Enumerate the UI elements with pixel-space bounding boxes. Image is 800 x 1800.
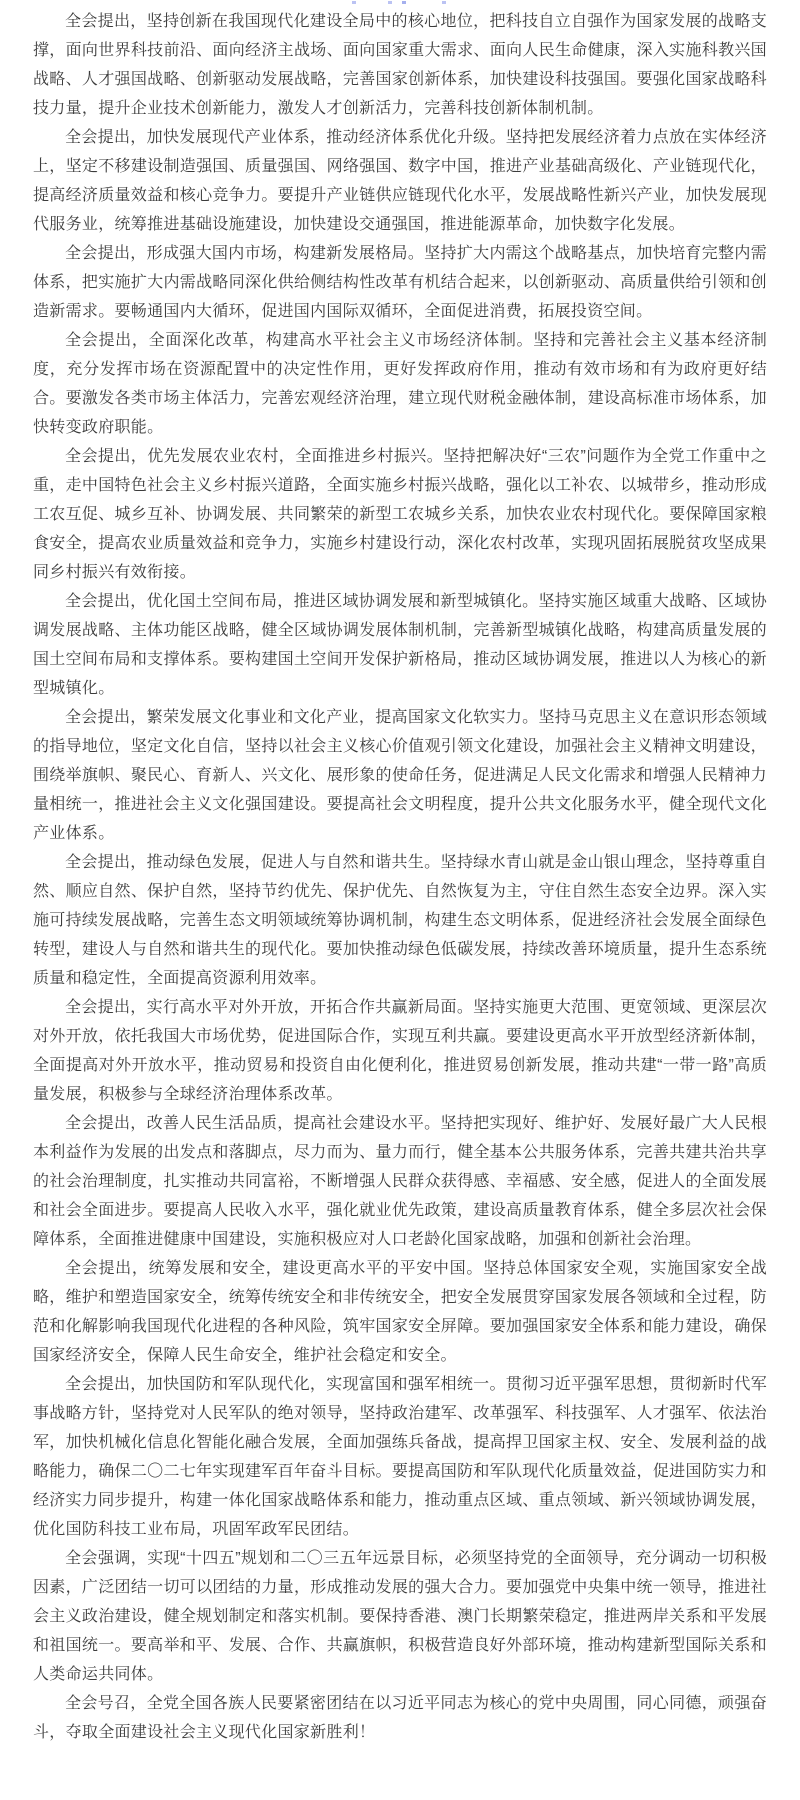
- paragraph-call-to-action: 全会号召，全党全国各族人民要紧密团结在以习近平同志为核心的党中央周围，同心同德，顽强奋斗，夺取全面建设社会主义现代化国家新胜利！: [33, 1695, 767, 1741]
- paragraph-security: 全会提出，统筹发展和安全，建设更高水平的平安中国。坚持总体国家安全观，实施国家安全战略，维护和塑造国家安全，统筹传统安全和非传统安全，把安全发展贯穿国家发展各领域和全过程，防范和化解影响我国现代化进程的各种风险，筑牢国家安全屏障。要加强国家安全体系和能力建设，确保国家经济安全，保障人民生命安全，维护社会稳定和安全。: [33, 1260, 767, 1364]
- paragraph-innovation: 全会提出，坚持创新在我国现代化建设全局中的核心地位，把科技自立自强作为国家发展的战略支撑，面向世界科技前沿、面向经济主战场、面向国家重大需求、面向人民生命健康，深入实施科教兴国战略、人才强国战略、创新驱动发展战略，完善国家创新体系，加快建设科技强国。要强化国家战略科技力量，提升企业技术创新能力，激发人才创新活力，完善科技创新体制机制。: [33, 13, 767, 117]
- paragraph-territorial-layout: 全会提出，优化国土空间布局，推进区域协调发展和新型城镇化。坚持实施区域重大战略、区域协调发展战略、主体功能区战略，健全区域协调发展体制机制，完善新型城镇化战略，构建高质量发展的国土空间布局和支撑体系。要构建国土空间开发保护新格局，推动区域协调发展，推进以人为核心的新型城镇化。: [33, 593, 767, 697]
- paragraph-opening-up: 全会提出，实行高水平对外开放，开拓合作共赢新局面。坚持实施更大范围、更宽领域、更深层次对外开放，依托我国大市场优势，促进国际合作，实现互利共赢。要建设更高水平开放型经济新体制，全面提高对外开放水平，推动贸易和投资自由化便利化，推进贸易创新发展，推动共建“一带一路”高质量发展，积极参与全球经济治理体系改革。: [33, 999, 767, 1103]
- paragraph-party-leadership: 全会强调，实现“十四五”规划和二〇三五年远景目标，必须坚持党的全面领导，充分调动一切积极因素，广泛团结一切可以团结的力量，形成推动发展的强大合力。要加强党中央集中统一领导，推进社会主义政治建设，健全规划制定和落实机制。要保持香港、澳门长期繁荣稳定，推进两岸关系和平发展和祖国统一。要高举和平、发展、合作、共赢旗帜，积极营造良好外部环境，推动构建新型国际关系和人类命运共同体。: [33, 1550, 767, 1683]
- paragraph-rural-revitalization: 全会提出，优先发展农业农村，全面推进乡村振兴。坚持把解决好“三农”问题作为全党工作重中之重，走中国特色社会主义乡村振兴道路，全面实施乡村振兴战略，强化以工补农、以城带乡，推动形成工农互促、城乡互补、协调发展、共同繁荣的新型工农城乡关系，加快农业农村现代化。要保障国家粮食安全，提高农业质量效益和竞争力，实施乡村建设行动，深化农村改革，实现巩固拓展脱贫攻坚成果同乡村振兴有效衔接。: [33, 448, 767, 581]
- paragraph-livelihood: 全会提出，改善人民生活品质，提高社会建设水平。坚持把实现好、维护好、发展好最广大人民根本利益作为发展的出发点和落脚点，尽力而为、量力而行，健全基本公共服务体系，完善共建共治共享的社会治理制度，扎实推动共同富裕，不断增强人民群众获得感、幸福感、安全感，促进人的全面发展和社会全面进步。要提高人民收入水平，强化就业优先政策，建设高质量教育体系，健全多层次社会保障体系，全面推进健康中国建设，实施积极应对人口老龄化国家战略，加强和创新社会治理。: [33, 1115, 767, 1248]
- paragraph-green-development: 全会提出，推动绿色发展，促进人与自然和谐共生。坚持绿水青山就是金山银山理念，坚持尊重自然、顺应自然、保护自然，坚持节约优先、保护优先、自然恢复为主，守住自然生态安全边界。深入实施可持续发展战略，完善生态文明领域统筹协调机制，构建生态文明体系，促进经济社会发展全面绿色转型，建设人与自然和谐共生的现代化。要加快推动绿色低碳发展，持续改善环境质量，提升生态系统质量和稳定性，全面提高资源利用效率。: [33, 854, 767, 987]
- paragraph-national-defense: 全会提出，加快国防和军队现代化，实现富国和强军相统一。贯彻习近平强军思想，贯彻新时代军事战略方针，坚持党对人民军队的绝对领导，坚持政治建军、改革强军、科技强军、人才强军、依法治军，加快机械化信息化智能化融合发展，全面加强练兵备战，提高捍卫国家主权、安全、发展利益的战略能力，确保二〇二七年实现建军百年奋斗目标。要提高国防和军队现代化质量效益，促进国防实力和经济实力同步提升，构建一体化国家战略体系和能力，推动重点区域、重点领域、新兴领域协调发展，优化国防科技工业布局，巩固军政军民团结。: [33, 1376, 767, 1538]
- paragraph-reform: 全会提出，全面深化改革，构建高水平社会主义市场经济体制。坚持和完善社会主义基本经济制度，充分发挥市场在资源配置中的决定性作用，更好发挥政府作用，推动有效市场和有为政府更好结合。要激发各类市场主体活力，完善宏观经济治理，建立现代财税金融体制，建设高标准市场体系，加快转变政府职能。: [33, 332, 767, 436]
- paragraph-domestic-market: 全会提出，形成强大国内市场，构建新发展格局。坚持扩大内需这个战略基点，加快培育完整内需体系，把实施扩大内需战略同深化供给侧结构性改革有机结合起来，以创新驱动、高质量供给引领和创造新需求。要畅通国内大循环，促进国内国际双循环，全面促进消费，拓展投资空间。: [33, 245, 767, 320]
- paragraph-culture: 全会提出，繁荣发展文化事业和文化产业，提高国家文化软实力。坚持马克思主义在意识形态领域的指导地位，坚定文化自信，坚持以社会主义核心价值观引领文化建设，加强社会主义精神文明建设，围绕举旗帜、聚民心、育新人、兴文化、展形象的使命任务，促进满足人民文化需求和增强人民精神力量相统一，推进社会主义文化强国建设。要提高社会文明程度，提升公共文化服务水平，健全现代文化产业体系。: [33, 709, 767, 842]
- paragraph-industry-system: 全会提出，加快发展现代产业体系，推动经济体系优化升级。坚持把发展经济着力点放在实体经济上，坚定不移建设制造强国、质量强国、网络强国、数字中国，推进产业基础高级化、产业链现代化，提高经济质量效益和核心竞争力。要提升产业链供应链现代化水平，发展战略性新兴产业，加快发展现代服务业，统筹推进基础设施建设，加快建设交通强国，推进能源革命，加快数字化发展。: [33, 129, 767, 233]
